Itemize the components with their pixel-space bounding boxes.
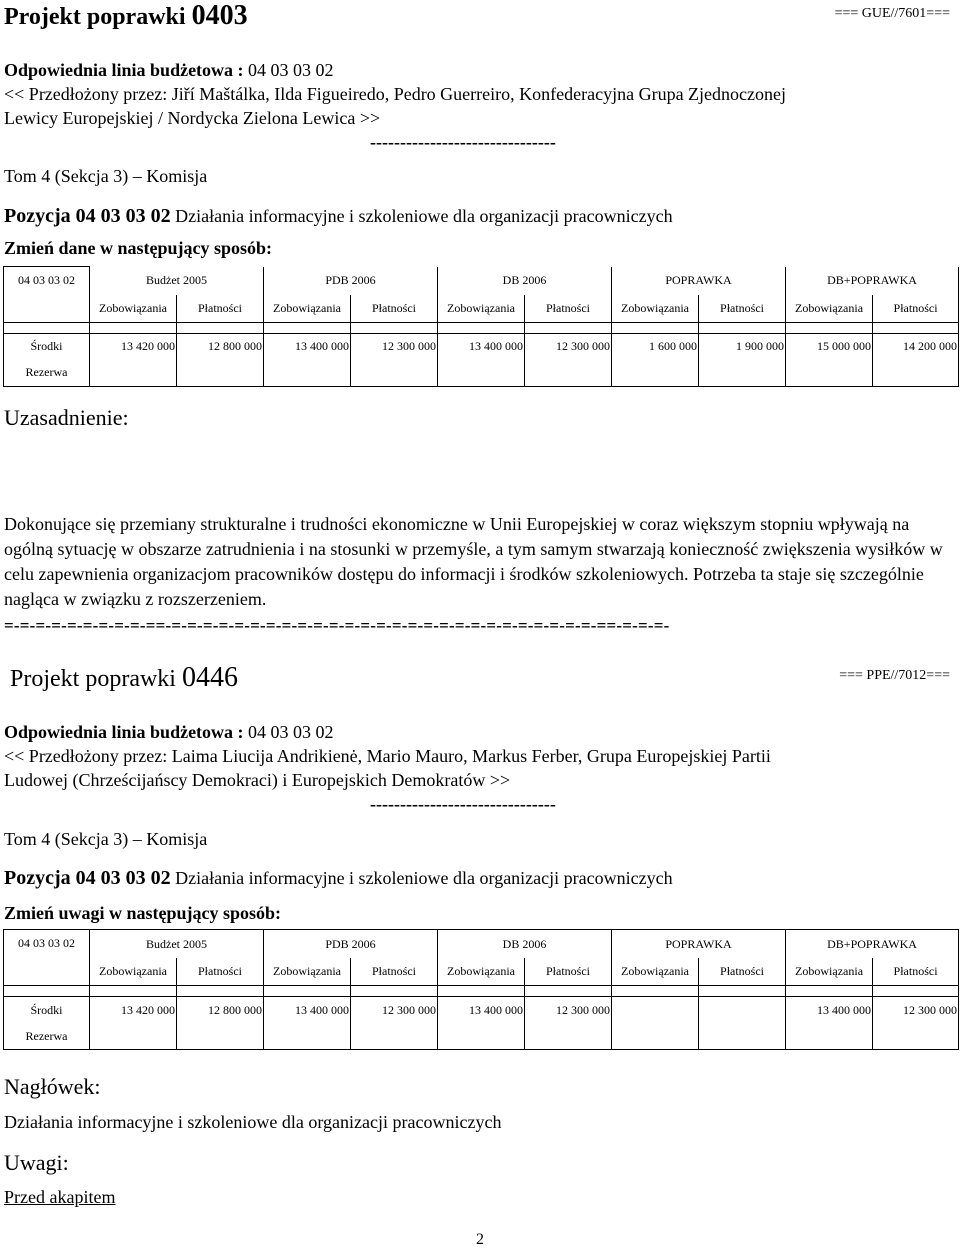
value-cell: 15 000 000 <box>786 333 873 360</box>
value-cell: 13 420 000 <box>90 997 177 1024</box>
value-cell: 13 400 000 <box>438 333 525 360</box>
value-cell <box>699 997 786 1024</box>
value-cell: 14 200 000 <box>873 333 959 360</box>
change-instruction: Zmień dane w następujący sposób: <box>4 238 273 258</box>
value-cell: 13 400 000 <box>264 333 351 360</box>
value-cell <box>612 997 699 1024</box>
page-number: 2 <box>476 1231 484 1248</box>
before-paragraph: Przed akapitem <box>4 1187 116 1207</box>
subheader-payments: Płatności <box>351 295 438 323</box>
value-cell: 1 900 000 <box>699 333 786 360</box>
value-cell: 12 300 000 <box>873 997 959 1024</box>
subheader-payments: Płatności <box>351 958 438 986</box>
budget-code-cell: 04 03 03 02 <box>4 267 90 323</box>
subheader-commitments: Zobowiązania <box>264 958 351 986</box>
subheader-payments: Płatności <box>177 958 264 986</box>
group-header: DB+POPRAWKA <box>786 930 959 959</box>
subheader-commitments: Zobowiązania <box>264 295 351 323</box>
amendment-separator: =-=-=-=-=-=-=-=-=-==-=-=-=-=-=-=-=-=-=-=-=-=-=-=-=-=-=-=-=-=-=-=-=-=-=-=-=-==-=-=-=- <box>4 616 670 635</box>
row-label-funds: Środki <box>4 997 90 1024</box>
row-label-reserve: Rezerwa <box>4 360 90 387</box>
group-header: Budżet 2005 <box>90 930 264 959</box>
submitted-by-line1: << Przedłożony przez: Jiří Maštálka, Ilda Figueiredo, Pedro Guerreiro, Konfederacyjna Grupa Zjednoczonej <box>4 84 787 104</box>
justification-text: Dokonujące się przemiany strukturalne i trudności ekonomiczne w Unii Europejskiej w coraz większym stopniu wpływają na ogólną sytuację w obszarze zatrudnienia i na stosunki w przemyśle, a tym samym stwarzają konieczność zwiększenia wysiłków w celu zapewnienia organizacjom pracowników dostępu do informacji i środków szkoleniowych. Potrzeba ta staje się szczególnie nagląca w związku z rozszerzeniem. <box>4 514 943 609</box>
position-description: Działania informacyjne i szkoleniowe dla organizacji pracowniczych <box>170 868 673 888</box>
subheader-payments: Płatności <box>525 295 612 323</box>
value-cell: 13 400 000 <box>264 997 351 1024</box>
subheader-commitments: Zobowiązania <box>438 295 525 323</box>
amendment-title-prefix: Projekt poprawki <box>10 666 182 692</box>
subheader-commitments: Zobowiązania <box>612 958 699 986</box>
value-cell: 13 420 000 <box>90 333 177 360</box>
submitted-by-line2: Ludowej (Chrześcijańscy Demokraci) i Europejskich Demokratów >> <box>4 770 511 790</box>
amendment-title-prefix: Projekt poprawki <box>4 4 192 30</box>
group-header: PDB 2006 <box>264 930 438 959</box>
value-cell: 13 400 000 <box>786 997 873 1024</box>
amendment-number: 0446 <box>181 662 238 693</box>
tom-section: Tom 4 (Sekcja 3) – Komisja <box>4 829 208 849</box>
group-header: PDB 2006 <box>264 267 438 295</box>
budget-table <box>3 929 959 1050</box>
subheader-payments: Płatności <box>525 958 612 986</box>
group-header: DB 2006 <box>438 267 612 295</box>
subheader-commitments: Zobowiązania <box>786 295 873 323</box>
dash-separator: ------------------------------- <box>370 132 556 152</box>
group-header: DB+POPRAWKA <box>786 267 959 295</box>
group-header: Budżet 2005 <box>90 267 264 295</box>
amendment-number: 0403 <box>191 0 248 31</box>
heading-text: Działania informacyjne i szkoleniowe dla organizacji pracowniczych <box>4 1112 502 1132</box>
position-code: Pozycja 04 03 03 02 <box>4 867 171 889</box>
position-code: Pozycja 04 03 03 02 <box>4 205 171 227</box>
subheader-payments: Płatności <box>699 295 786 323</box>
dash-separator: ------------------------------- <box>370 794 556 814</box>
amendment-reference: === GUE//7601=== <box>834 6 950 21</box>
value-cell: 12 300 000 <box>525 997 612 1024</box>
budget-line-code: 04 03 03 02 <box>248 60 334 80</box>
budget-table <box>3 266 959 387</box>
budget-line-code: 04 03 03 02 <box>248 722 334 742</box>
value-cell: 12 300 000 <box>351 333 438 360</box>
subheader-commitments: Zobowiązania <box>90 958 177 986</box>
subheader-commitments: Zobowiązania <box>438 958 525 986</box>
position-line <box>4 205 673 228</box>
subheader-commitments: Zobowiązania <box>786 958 873 986</box>
justification-heading: Uzasadnienie: <box>4 405 129 430</box>
subheader-payments: Płatności <box>177 295 264 323</box>
budget-line <box>4 60 334 81</box>
subheader-commitments: Zobowiązania <box>612 295 699 323</box>
value-cell: 1 600 000 <box>612 333 699 360</box>
budget-line-label: Odpowiednia linia budżetowa : <box>4 60 249 80</box>
amendment-title <box>4 0 248 32</box>
position-line <box>4 867 673 890</box>
value-cell: 12 300 000 <box>351 997 438 1024</box>
group-header: POPRAWKA <box>612 930 786 959</box>
subheader-commitments: Zobowiązania <box>90 295 177 323</box>
tom-section: Tom 4 (Sekcja 3) – Komisja <box>4 166 208 186</box>
submitted-by-line2: Lewicy Europejskiej / Nordycka Zielona Lewica >> <box>4 108 381 128</box>
row-label-reserve: Rezerwa <box>4 1023 90 1050</box>
budget-code-cell: 04 03 03 02 <box>4 930 90 986</box>
position-description: Działania informacyjne i szkoleniowe dla organizacji pracowniczych <box>170 206 673 226</box>
change-instruction: Zmień uwagi w następujący sposób: <box>4 903 282 923</box>
submitted-by-line1: << Przedłożony przez: Laima Liucija Andrikienė, Mario Mauro, Markus Ferber, Grupa Europejskiej Partii <box>4 746 771 766</box>
amendment-reference: === PPE//7012=== <box>839 668 950 683</box>
value-cell: 13 400 000 <box>438 997 525 1024</box>
amendment-title <box>10 662 238 694</box>
group-header: DB 2006 <box>438 930 612 959</box>
subheader-payments: Płatności <box>873 295 959 323</box>
subheader-payments: Płatności <box>699 958 786 986</box>
subheader-payments: Płatności <box>873 958 959 986</box>
value-cell: 12 300 000 <box>525 333 612 360</box>
remarks-label: Uwagi: <box>4 1150 69 1175</box>
heading-label: Nagłówek: <box>4 1074 101 1099</box>
group-header: POPRAWKA <box>612 267 786 295</box>
budget-line <box>4 722 334 743</box>
value-cell: 12 800 000 <box>177 333 264 360</box>
row-label-funds: Środki <box>4 333 90 360</box>
value-cell: 12 800 000 <box>177 997 264 1024</box>
budget-line-label: Odpowiednia linia budżetowa : <box>4 722 249 742</box>
